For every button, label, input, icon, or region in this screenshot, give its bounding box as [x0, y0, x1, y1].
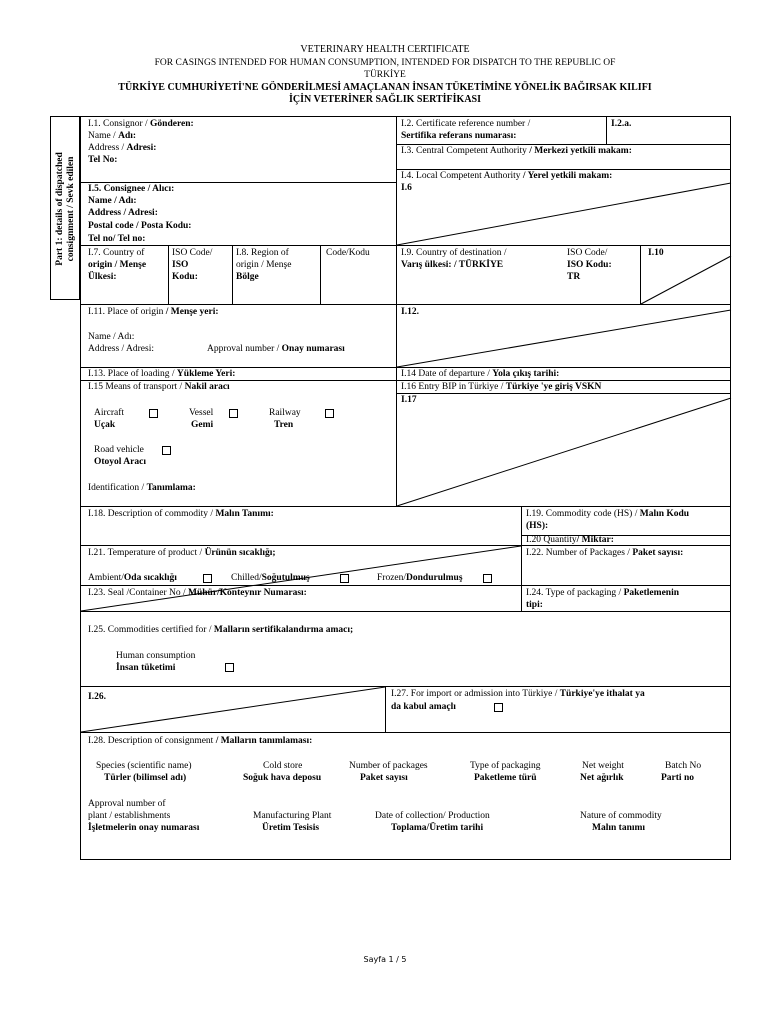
i4-label-tr: / Yerel yetkili makam:	[522, 171, 613, 181]
title-line-1: VETERINARY HEALTH CERTIFICATE	[300, 44, 470, 55]
i25-human-tr: İnsan tüketimi	[116, 663, 176, 673]
i18-label-tr: Malın Tanımı:	[215, 509, 274, 519]
i9-line1: I.9. Country of destination /	[401, 248, 507, 258]
i8-line1: I.8. Region of	[236, 248, 289, 258]
i11-approval-tr: Onay numarası	[281, 344, 345, 354]
i28-species: Species (scientific name)	[96, 761, 192, 771]
i22-label: I.22. Number of Packages /	[526, 548, 633, 558]
i24-label-tr: Paketlemenin	[623, 588, 679, 598]
i7-iso2: ISO	[172, 260, 189, 270]
i2a-label: I.2.a.	[611, 119, 632, 129]
ambient-checkbox[interactable]	[203, 574, 212, 583]
i21-label: I.21. Temperature of product /	[88, 548, 205, 558]
i9-iso2: ISO Kodu:	[567, 260, 612, 270]
i28-cold-tr: Soğuk hava deposu	[243, 773, 322, 783]
i9-line2: Varış ülkesi: / TÜRKİYE	[401, 260, 504, 270]
side-label-line1: Part 1: details of dispatched	[55, 152, 65, 266]
i11-approval: Approval number /	[207, 344, 282, 354]
i28-pkgs: Number of packages	[349, 761, 428, 771]
i18-label: I.18. Description of commodity /	[88, 509, 216, 519]
i13-label: I.13. Place of loading /	[88, 369, 177, 379]
i10-label: I.10	[648, 248, 664, 258]
i7-line2: origin / Menşe	[88, 260, 147, 270]
i5-title: I.5. Consignee / Alıcı:	[88, 184, 175, 194]
i28-batch-tr: Parti no	[661, 773, 694, 783]
i28-date: Date of collection/ Production	[375, 811, 490, 821]
i21-ambient-tr: Oda sıcaklığı	[123, 573, 177, 583]
i12-label: I.12.	[401, 307, 419, 317]
i15-railway-tr: Tren	[274, 420, 294, 430]
i11-label: I.11. Place of origin	[88, 307, 166, 317]
i28-nature: Nature of commodity	[580, 811, 662, 821]
i23-label-tr: Mühür/Konteynır Numarası:	[188, 588, 307, 598]
i4-label: I.4. Local Competent Authority	[401, 171, 523, 181]
title-line-4: TÜRKİYE CUMHURİYETİ'NE GÖNDERİLMESİ AMAÇLANAN İNSAN TÜKETİMİNE YÖNELİK BAĞIRSAK KILIFI	[118, 82, 652, 93]
i24-label: I.24. Type of packaging /	[526, 588, 624, 598]
i3-label: I.3. Central Competent Authority	[401, 146, 530, 156]
i1-address-tr: Adresi:	[126, 143, 157, 153]
i28-type-tr: Paketleme türü	[474, 773, 537, 783]
i6-label: I.6	[401, 183, 412, 193]
frozen-checkbox[interactable]	[483, 574, 492, 583]
i1-tel: Tel No:	[88, 155, 118, 165]
i5-postal: Postal code / Posta Kodu:	[88, 221, 192, 231]
i15-railway: Railway	[269, 408, 301, 418]
i14-label-tr: Yola çıkış tarihi:	[492, 369, 560, 379]
i1-title-tr: Gönderen:	[150, 119, 194, 129]
i8-code: Code/Kodu	[326, 248, 370, 258]
i15-ident: Identification /	[88, 483, 147, 493]
i28-cold: Cold store	[263, 761, 303, 771]
i27-label: I.27. For import or admission into Türkiye /	[391, 689, 560, 699]
i19-label-tr: Malın Kodu	[639, 509, 690, 519]
i28-label-tr: / Malların tanımlaması:	[215, 736, 313, 746]
i28-net: Net weight	[582, 761, 624, 771]
import-checkbox[interactable]	[494, 703, 503, 712]
i1-address: Address /	[88, 143, 127, 153]
i23-label: I.23. Seal /Container No /	[88, 588, 188, 598]
i2-label: I.2. Certificate reference number /	[401, 119, 531, 129]
i7-line3: Ülkesi:	[88, 272, 117, 282]
road-vehicle-checkbox[interactable]	[162, 446, 171, 455]
i2-label-tr: Sertifika referans numarası:	[401, 131, 517, 141]
i28-approval-tr: İşletmelerin onay numarası	[88, 823, 200, 833]
i8-line2: origin / Menşe	[236, 260, 292, 270]
i5-address: Address / Adresi:	[88, 208, 158, 218]
i16-label: I.16 Entry BIP in Türkiye /	[401, 382, 506, 392]
i19-hs: (HS):	[526, 521, 549, 531]
chilled-checkbox[interactable]	[340, 574, 349, 583]
side-label-line2: consignment / Sevk edilen	[66, 156, 76, 262]
i21-chilled-tr: Soğutulmuş	[261, 573, 310, 583]
i15-road: Road vehicle	[94, 445, 144, 455]
i20-label-tr: / Miktar:	[576, 535, 614, 545]
i25-label-tr: Malların sertifikalandırma amacı;	[213, 625, 354, 635]
title-line-3: TÜRKİYE	[364, 70, 406, 80]
aircraft-checkbox[interactable]	[149, 409, 158, 418]
i5-tel: Tel no/ Tel no:	[88, 234, 146, 244]
i15-road-tr: Otoyol Aracı	[94, 457, 146, 467]
i28-nature-tr: Malın tanımı	[592, 823, 646, 833]
i28-approval1: Approval number of	[88, 799, 166, 809]
i15-aircraft-tr: Uçak	[94, 420, 116, 430]
i21-frozen: Frozen/	[377, 573, 407, 583]
i28-date-tr: Toplama/Üretim tarihi	[391, 823, 484, 833]
i21-chilled: Chilled/	[231, 573, 262, 583]
i28-plant-tr: Üretim Tesisis	[262, 823, 320, 833]
i1-name-tr: Adı:	[118, 131, 137, 141]
i11-address: Address / Adresi:	[88, 344, 154, 354]
i7-line1: I.7. Country of	[88, 248, 145, 258]
i7-iso1: ISO Code/	[172, 248, 213, 258]
i15-aircraft: Aircraft	[94, 408, 125, 418]
i3-label-tr: / Merkezi yetkili makam:	[529, 146, 632, 156]
railway-checkbox[interactable]	[325, 409, 334, 418]
i5-name: Name / Adı:	[88, 196, 137, 206]
i7-iso3: Kodu:	[172, 272, 198, 282]
i28-label: I.28. Description of consignment	[88, 736, 216, 746]
i22-label-tr: Paket sayısı:	[632, 548, 684, 558]
i25-label: I.25. Commodities certified for /	[88, 625, 214, 635]
i1-title: I.1. Consignor /	[88, 119, 151, 129]
i17-label: I.17	[401, 395, 417, 405]
human-consumption-checkbox[interactable]	[225, 663, 234, 672]
vessel-checkbox[interactable]	[229, 409, 238, 418]
i28-batch: Batch No	[665, 761, 702, 771]
i1-name: Name /	[88, 131, 119, 141]
i11-label-tr: / Menşe yeri:	[165, 307, 219, 317]
i27-line2: da kabul amaçlı	[391, 702, 456, 712]
i13-label-tr: Yükleme Yeri:	[176, 369, 236, 379]
i8-line3: Bölge	[236, 272, 259, 282]
i15-vessel-tr: Gemi	[191, 420, 214, 430]
i21-frozen-tr: Dondurulmuş	[406, 573, 463, 583]
i24-tipi: tipi:	[526, 600, 543, 610]
i28-species-tr: Türler (bilimsel adı)	[104, 773, 187, 783]
i14-label: I.14 Date of departure /	[401, 369, 493, 379]
i28-plant: Manufacturing Plant	[253, 811, 332, 821]
i28-pkgs-tr: Paket sayısı	[360, 773, 408, 783]
i21-ambient: Ambient/	[88, 573, 124, 583]
i19-label: I.19. Commodity code (HS) /	[526, 509, 640, 519]
i25-human: Human consumption	[116, 651, 196, 661]
i16-label-tr: Türkiye 'ye giriş VSKN	[505, 382, 602, 392]
i9-iso3: TR	[567, 272, 581, 282]
i26-label: I.26.	[88, 692, 106, 702]
i28-net-tr: Net ağırlık	[580, 773, 624, 783]
i21-label-tr: Ürünün sıcaklığı;	[204, 548, 276, 558]
i15-label: I.15 Means of transport /	[88, 382, 185, 392]
title-line-2: FOR CASINGS INTENDED FOR HUMAN CONSUMPTION, INTENDED FOR DISPATCH TO THE REPUBLIC OF	[154, 58, 616, 68]
i27-label-tr: Türkiye'ye ithalat ya	[559, 689, 645, 699]
i15-vessel: Vessel	[189, 408, 214, 418]
i28-type: Type of packaging	[470, 761, 541, 771]
i15-label-tr: Nakil aracı	[184, 382, 230, 392]
i15-ident-tr: Tanımlama:	[146, 483, 196, 493]
title-line-5: İÇİN VETERİNER SAĞLIK SERTİFİKASI	[288, 94, 482, 105]
i20-label: I.20 Quantity	[526, 535, 577, 545]
page-number: Sayfa 1 / 5	[363, 955, 407, 964]
i9-iso1: ISO Code/	[567, 248, 608, 258]
i28-approval2: plant / establishments	[88, 811, 171, 821]
i11-name: Name / Adı:	[88, 332, 135, 342]
